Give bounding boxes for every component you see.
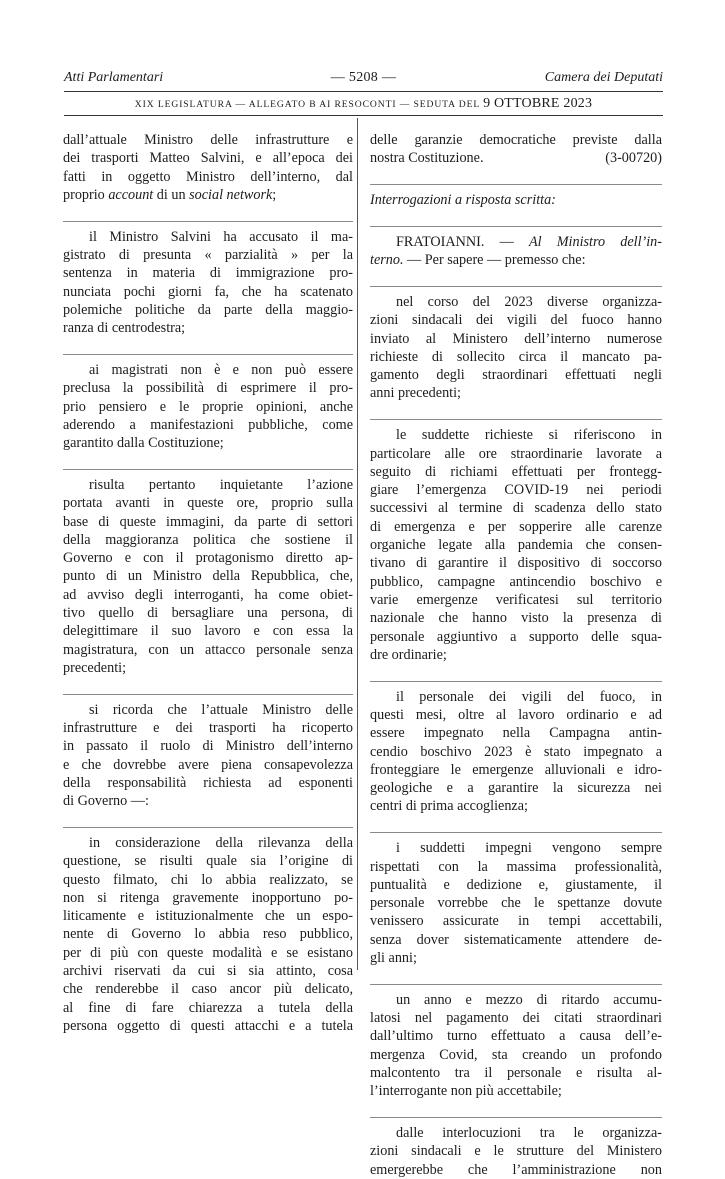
text-line: rispettati con la massima professionalità, [370, 858, 662, 875]
paragraph-gap [370, 816, 662, 828]
text-line: giare l’emergenza COVID-19 nei periodi [370, 482, 662, 499]
text-line: in passato il ruolo di Ministro dell’interno [63, 738, 353, 755]
right-column [370, 131, 662, 1179]
text-line: tivano di garantire il dispositivo di soccorso [370, 555, 662, 572]
paragraph [370, 1124, 662, 1179]
text-line: nazionale che hanno visto la presenza di [370, 610, 662, 627]
paragraph-separator [370, 832, 662, 833]
paragraph-gap [63, 452, 353, 464]
paragraph [63, 131, 353, 204]
text-line: puntualità e dedizione e, giustamente, il [370, 876, 662, 893]
header-page-number: — 5208 — [330, 70, 397, 85]
paragraph-separator [370, 419, 662, 420]
text-line: inviato al Ministero dell’interno numerose [370, 330, 662, 347]
text-line: punto di un Ministro della Repubblica, che, [63, 568, 353, 585]
text-line: dall’attuale Ministro delle infrastrutture e [63, 132, 353, 148]
paragraph [370, 293, 662, 403]
text-line: varie emergenze verificatesi sul territorio [370, 591, 662, 608]
text-line: garantito dalla Costituzione; [63, 435, 224, 452]
text-line: il Ministro Salvini ha accusato il ma- [89, 228, 353, 245]
text-line: di Governo —: [63, 793, 149, 810]
text-line: geologiche e a garantire la sicurezza nei [370, 780, 662, 797]
text-line: venissero assicurate in tempi accettabili, [370, 913, 662, 930]
text-line: in considerazione della rilevanza della [89, 835, 353, 851]
header-rule-bottom [64, 115, 663, 116]
session-line [64, 96, 663, 112]
text-line: dalle interlocuzioni tra le organizza- [396, 1125, 662, 1142]
header-publication: Atti Parlamentari [64, 70, 164, 85]
text-line: dre ordinarie; [370, 646, 447, 663]
paragraph-gap [370, 269, 662, 281]
paragraph-gap [370, 967, 662, 979]
paragraph-separator [370, 286, 662, 287]
text-line: persona oggetto di questi attacchi e a tutela [63, 1017, 353, 1034]
paragraph-separator [370, 226, 662, 227]
text-line: latosi nel pagamento dei citati straordinari [370, 1010, 662, 1027]
text-line: aderendo a manifestazioni pubbliche, come [63, 416, 353, 433]
text-line: senza dover sistematicamente attendere de- [370, 931, 662, 948]
text-line: pubblico, campagne antincendio boschivo e [370, 573, 662, 590]
paragraph-separator [63, 221, 353, 222]
text-line: di emergenza e per sopperire alle carenze [370, 518, 662, 535]
text-line: questione, se risulti quale sia l’origine di [63, 853, 353, 870]
text-line: delegittimare il suo lavoro e con essa la [63, 623, 353, 640]
paragraph-gap [370, 403, 662, 415]
text-line: sentenza in materia di immigrazione pro- [63, 265, 353, 282]
text-line: malcontento tra il personale e risulta al- [370, 1064, 662, 1081]
text-line: organiche legate alla pandemia che consen- [370, 537, 662, 554]
paragraph-gap [370, 209, 662, 221]
text-line: fatti in oggetto Ministro dell’interno, dal [63, 168, 353, 185]
text-line: zioni sindacali e le strutture del Ministero [370, 1143, 662, 1160]
text-line: per di più con queste modalità e se esistano [63, 944, 353, 961]
question-intro [370, 233, 662, 270]
text-line: tivo quello di bersagliare una persona, di [63, 605, 353, 622]
paragraph-separator [370, 984, 662, 985]
italic-term: account [108, 186, 154, 203]
text-line: base di queste immagini, da parte di settori [63, 513, 353, 530]
text-line: l’interrogante non più accettabile; [370, 1083, 562, 1100]
text-line: precedenti; [63, 659, 127, 676]
paragraph [63, 701, 353, 811]
text-line: si ricorda che l’attuale Ministro delle [89, 701, 353, 718]
session-line-prefix: XIX LEGISLATURA — ALLEGATO B AI RESOCONTI — SEDUTA DEL [134, 99, 480, 110]
text-line: proprio account di un social network; [63, 186, 277, 203]
text-line: il personale dei vigili del fuoco, in [396, 688, 662, 705]
text-line: nel corso del 2023 diverse organizza- [396, 293, 662, 310]
paragraph [370, 426, 662, 664]
text-line: gamento degli straordinari effettuati negli [370, 367, 662, 384]
paragraph-gap [63, 677, 353, 689]
paragraph-separator [370, 184, 662, 185]
page-header [64, 70, 663, 90]
question-addressee: Al Ministro dell’in- [528, 233, 662, 250]
text-line: personale aggiuntivo a supporto delle squa- [370, 628, 662, 645]
text-line: anni precedenti; [370, 385, 461, 402]
text-line: non si ritenga gravemente inopportuno po- [63, 889, 353, 906]
text-line: archivi riservati da cui si sia attinto, cosa [63, 963, 353, 980]
text-line: terno. — Per sapere — premesso che: [370, 252, 586, 269]
text-line: emergerebbe che l’amministrazione non [370, 1161, 662, 1178]
question-reference: (3-00720) [605, 150, 662, 167]
paragraph-separator [63, 827, 353, 828]
text-line: ai magistrati non è e non può essere [89, 361, 353, 378]
paragraph-separator [370, 1117, 662, 1118]
section-heading: Interrogazioni a risposta scritta: [370, 192, 556, 209]
text-line: liticamente e istituzionalmente che un espo- [63, 908, 353, 925]
text-line: gli anni; [370, 949, 417, 966]
question-author: FRATOIANNI. [396, 233, 485, 250]
text-line: nente di Governo lo abbia reso pubblico, [63, 926, 353, 943]
text-line: al fine di fare chiarezza a tutela della [63, 999, 353, 1016]
paragraph-gap [63, 204, 353, 216]
text-line: questi mesi, oltre al lavoro ordinario e ad [370, 706, 662, 723]
text-line: personale vorrebbe che le spettanze dovute [370, 895, 662, 912]
paragraph-gap [63, 337, 353, 349]
paragraph-separator [370, 681, 662, 682]
text-line: essere impegnato nella Campagna antin- [370, 725, 662, 742]
text-line: zioni sindacali dei vigili del fuoco hanno [370, 312, 662, 329]
question-addressee: terno. [370, 252, 404, 269]
text-line: prio pensiero e le proprie opinioni, anche [63, 398, 353, 415]
paragraph [370, 991, 662, 1101]
paragraph [370, 688, 662, 816]
paragraph-separator [63, 469, 353, 470]
text-line: FRATOIANNI. — Al Ministro dell’in- [396, 233, 662, 250]
text-line: i suddetti impegni vengono sempre [396, 840, 662, 857]
text-line: portata avanti in queste ore, proprio sulla [63, 495, 353, 512]
paragraph-gap [63, 811, 353, 823]
paragraph-gap [370, 664, 662, 676]
text-line: richieste di sollecito circa il mancato pa- [370, 348, 662, 365]
paragraph [63, 228, 353, 338]
text-line: della maggioranza politica che sostiene il [63, 531, 353, 548]
text-line: preclusa la possibilità di esprimere il pro- [63, 380, 353, 397]
column-divider [357, 118, 358, 970]
paragraph-separator [63, 354, 353, 355]
header-rule-top [64, 91, 663, 92]
text-line: risulta pertanto inquietante l’azione [89, 476, 353, 493]
text-line: della responsabilità richiesta ad esponenti [63, 774, 353, 791]
text-line: centri di prima accoglienza; [370, 798, 528, 815]
paragraph-separator [63, 694, 353, 695]
paragraph [63, 361, 353, 452]
text-line: mergenza Covid, sta creando un profondo [370, 1046, 662, 1063]
text-line: dei trasporti Matteo Salvini, e all’epoca dei [63, 150, 353, 167]
text-line: seguito di richiami effettuati per frontegg- [370, 463, 662, 480]
text-line: fronteggiare le emergenze alluvionali e idro- [370, 761, 662, 778]
text-line: le suddette richieste si riferiscono in [396, 427, 662, 444]
paragraph [63, 476, 353, 677]
text-line: e che dovrebbe avere piena consapevolezza [63, 756, 353, 773]
text-line: ad avviso degli interroganti, ha come obiet- [63, 586, 353, 603]
text-line: polemiche politiche da parte della maggio- [63, 301, 353, 318]
text-line: nunciata pochi giorni fa, che ha scatenato [63, 283, 353, 300]
text-line: nostra Costituzione. (3-00720) [370, 150, 662, 167]
italic-term: social network [189, 186, 273, 203]
text-line: gistrato di presunta « parzialità » per la [63, 246, 353, 263]
paragraph-gap [370, 168, 662, 180]
text-line: che renderebbe il caso ancor più delicato, [63, 981, 353, 998]
text-line: cendio boschivo 2023 è stato impegnato a [370, 743, 662, 760]
text-line: ranza di centrodestra; [63, 320, 186, 337]
header-chamber: Camera dei Deputati [544, 70, 663, 85]
text-line: particolare alle ore straordinarie lavorate a [370, 445, 662, 462]
text-line: questo filmato, chi lo abbia realizzato, se [63, 871, 353, 888]
paragraph-gap [370, 1101, 662, 1113]
paragraph [370, 839, 662, 967]
continued-paragraph [370, 131, 662, 168]
text-line: dall’ultimo turno effettuato a causa dell’e- [370, 1028, 662, 1045]
text-line: successivi al termine di scadenza dello stato [370, 500, 662, 517]
text-line: Governo e con il protagonismo diretto ap- [63, 550, 353, 567]
paragraph [63, 834, 353, 1035]
text-line: magistratura, con un attacco personale senza [63, 641, 353, 658]
text-line: delle garanzie democratiche previste dalla [370, 132, 662, 148]
session-date: 9 OTTOBRE 2023 [483, 96, 593, 111]
text-line: un anno e mezzo di ritardo accumu- [396, 991, 662, 1008]
left-column [63, 131, 353, 1035]
text-line: infrastrutture e dei trasporti ha ricoperto [63, 720, 353, 737]
